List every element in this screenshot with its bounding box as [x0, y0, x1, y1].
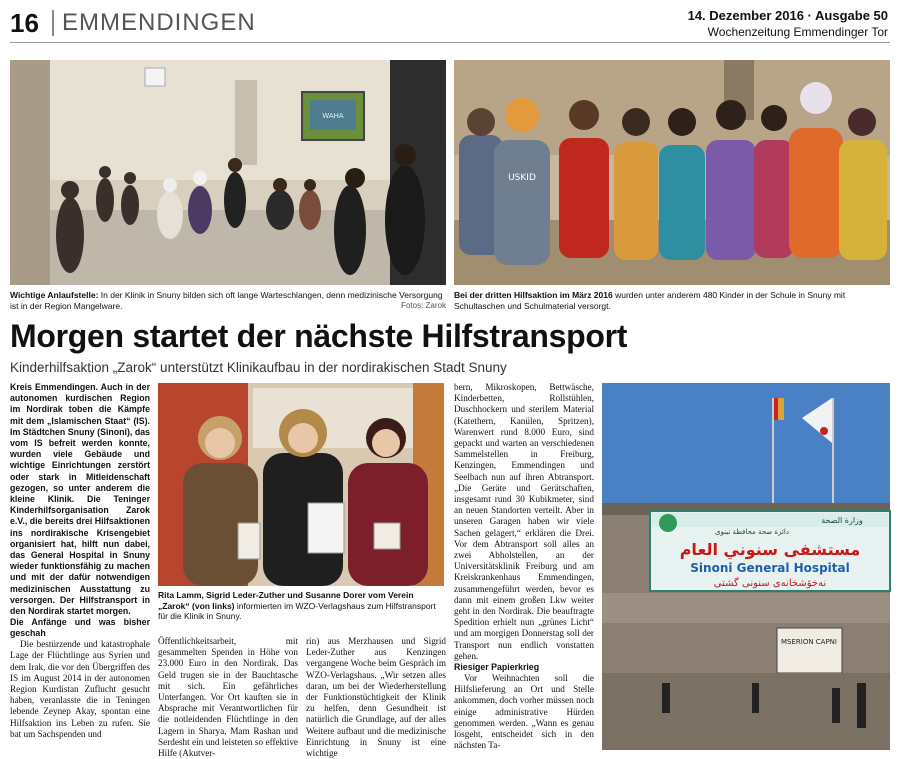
- issue-date: 14. Dezember 2016 · Ausgabe 50: [687, 8, 888, 23]
- school-photo-caption: [454, 290, 890, 311]
- photo-credit: Fotos: Zarok: [401, 300, 446, 310]
- volunteers-photo-caption: [158, 590, 444, 622]
- clinic-caption-text: In der Klinik in Snuny bilden sich oft lange Warteschlangen, denn medizinische Versorgung ist in der Region Mangelware.: [10, 290, 443, 311]
- school-caption-lead: Bei der dritten Hilfsaktion im März 2016: [454, 290, 613, 300]
- column-4-body: Vor Weihnachten soll die Hilfslieferung an Ort und Stelle ankommen, doch vorher müssen noch einige administrative Hürden genommen werden. „Wann es genau losgeht, entscheidet sich in den nächsten Ta-: [454, 673, 594, 751]
- hospital-photo: [602, 383, 890, 750]
- volunteers-caption-text: informierten im WZO-Verlagshaus zum Hilfstransport für die Klinik in Snuny.: [158, 600, 436, 621]
- school-children-photo: [454, 60, 890, 285]
- section-title: EMMENDINGEN: [62, 9, 256, 36]
- column-1-body: Die bestürzende und katastrophale Lage der Flüchtlinge aus Syrien und dem Irak, die vor den Übergriffen des IS im August 2014 in der autonomen Region Kurdistan Zuflucht gesucht haben, veranlasste die in Teningen lebende Zeynep Akay, spontan eine Hilfsaktion ins Leben zu rufen. Sie bat um Sachspenden und: [10, 639, 150, 739]
- volunteers-photo: [158, 383, 444, 586]
- article-subheadline: Kinderhilfsaktion „Zarok“ unterstützt Klinikaufbau in der nordirakischen Stadt Snuny: [10, 360, 507, 375]
- header-divider: [52, 10, 54, 36]
- sign-arabic-main: مستشفى سنوني العام: [679, 540, 861, 559]
- article-column-4: [454, 382, 594, 750]
- shirt-text: USKID: [508, 173, 536, 183]
- sign-english: Sinoni General Hospital: [690, 561, 850, 575]
- article-lead: Kreis Emmendingen. Auch in der autonomen kurdischen Region im Nordirak toben die Kämpfe mit dem „Islamischen Staat“ (IS). Im Städtchen Snuny (Sinoni), das vom IS befreit werden konnte, wurden viele Gebäude und wichtige Einrichtungen zerstört oder stark in Mitleidenschaft gezogen, so unter anderem die kleine Klinik. Die Teninger Kinderhilfsorganisation Zarok e.V., die bereits drei Hilfsaktionen ins nordirakische Krisengebiet organisiert hat, hilft nun dabei, das General Hospital in Snuny wieder funktionsfähig zu machen und mit der dafür notwendigen medizinischen Ausstattung zu versorgen. Der Hilfstransport in den Nordirak startet morgen.: [10, 382, 150, 617]
- paper-name: Wochenzeitung Emmendinger Tor: [707, 25, 888, 39]
- section-title-paperwork: Riesiger Papierkrieg: [454, 662, 540, 673]
- section-title-beginnings: Die Anfänge und was bisher geschah: [10, 617, 150, 639]
- poster-text: WAHA: [322, 112, 344, 120]
- page-number: 16: [10, 8, 39, 38]
- article-column-2: [158, 636, 298, 759]
- clinic-waiting-room-photo: [10, 60, 446, 285]
- column-2-body: Öffentlichkeitsarbeit, mit gesammelten Spenden in Höhe von 23.000 Euro in den Nordirak. Das Geld trugen sie in der Bauchtasche mit sich. Ein gefährliches Unterfangen. Vor Ort kauften sie in Absprache mit Verantwortlichen für die notleidenden Flüchtlinge in den Lagern in Sharya, Mam Rashan und Serdesht ein und leisteten so effektive Hilfe (Akutver-: [158, 636, 298, 759]
- article-column-3: [306, 636, 446, 759]
- school-caption-text: wurden unter anderem 480 Kinder in der Schule in Snuny mit Schultaschen und Schulmaterial versorgt.: [454, 290, 846, 311]
- sign-arabic-sub: دائرة صحة محافظة نينوى: [715, 528, 789, 536]
- sign-kurdish: نەخۆشخانەی سنونی گشتی: [713, 578, 827, 589]
- clinic-caption-lead: Wichtige Anlaufstelle:: [10, 290, 99, 300]
- column-4-top: bern, Mikroskopen, Bettwäsche, Kinderbetten, Rollstühlen, Duschhockern und sterilem Material (Katethern, Kanülen, Spritzen), Warenwert rund 8.000 Euro, sind gepackt und warten an verschiedenen Sammelstellen in Freiburg, Kenzingen, Emmendingen und Seelbach nun auf ihren Abtransport. „Die Geräte und Gerätschaften, insgesamt rund 30 Kubikmeter, sind an neuen Standorten verteilt. Aber in unseren Garagen haben wir viele Sachen gelagert,“ erklären die Drei. Vor dem Abtransport soll alles an zwei Abholstellen, an der Universitätsklinik Freiburg und am Kreiskrankenhaus Emmendingen, zusammengeführt werden, bevor es dann mit einem großen Lkw weiter geht in den Nordirak. Die beauftragte Spedition erhielt nun „grünes Licht“ und am morgigen Donnerstag soll der Transport nun endlich vonstatten gehen.: [454, 382, 594, 661]
- clinic-photo-caption: [10, 290, 446, 311]
- article-headline: Morgen startet der nächste Hilfstransport: [10, 318, 628, 354]
- article-column-1: [10, 382, 150, 750]
- sign-arabic-top: وزارة الصحة: [821, 516, 863, 525]
- column-3-body: rin) aus Merzhausen und Sigrid Leder-Zuther aus Kenzingen vergangene Woche beim Gespräch im WZO-Verlagshaus. „Wir setzen alles daran, um bei der Wiederherstellung der Funktionstüchtigkeit der Klinik zu helfen, denn Gesundheit ist natürlich die Grundlage, auf der alles Weitere aufbaut und die medizinische Einrichtung in Snuny ist eine wichtige: [306, 636, 446, 759]
- volunteers-caption-lead: Rita Lamm, Sigrid Leder-Zuther und Susanne Dorer vom Verein „Zarok“ (von links): [158, 590, 414, 611]
- sub-sign-text: MSERION CAPNI: [780, 638, 838, 646]
- header-rule: [10, 42, 890, 43]
